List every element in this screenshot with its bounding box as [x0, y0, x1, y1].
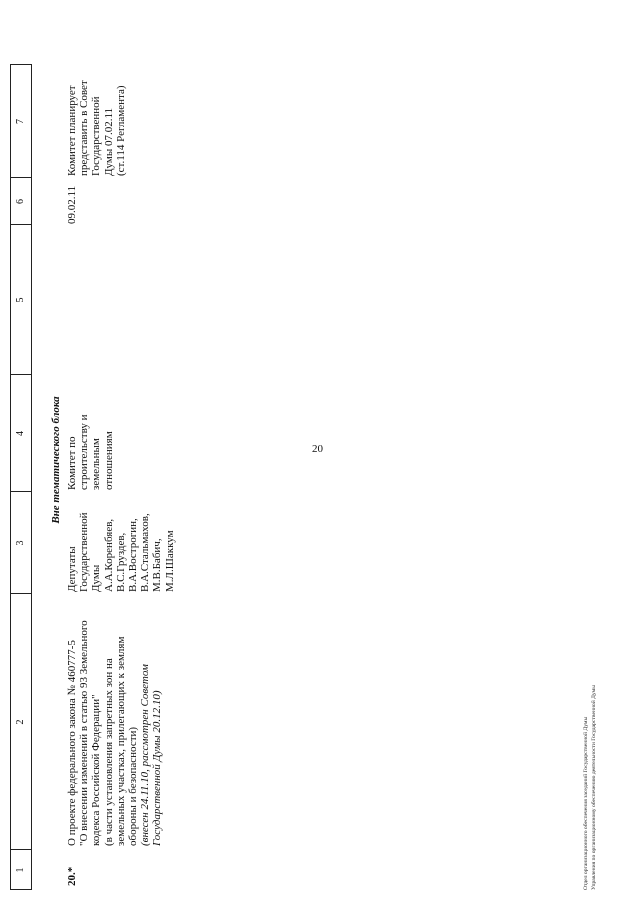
note-line: Думы 07.02.11: [102, 107, 115, 176]
initiator-line: Государственной: [78, 512, 91, 592]
section-title: Вне тематического блока: [50, 396, 62, 524]
initiator-line: В.А.Вострогин,: [127, 518, 140, 592]
responsible-committee: [66, 375, 115, 490]
note-line: Государственной: [90, 96, 103, 176]
col-number-5: 5: [15, 297, 26, 303]
committee-line: строительству и: [78, 414, 91, 490]
initiator-line: В.А.Стальмахов,: [139, 513, 152, 592]
col-number-1: 1: [15, 867, 26, 873]
initiator-line: Депутаты: [66, 546, 78, 592]
bill-title-line: (в части установления запретных зон на: [102, 658, 115, 846]
header-top-line: [10, 65, 11, 890]
bill-title-line: О проекте федерального закона № 460777-5: [66, 640, 78, 846]
rotated-page: [10, 30, 610, 890]
initiator-line: М.Л.Шаккум: [163, 530, 176, 592]
bill-title: [66, 594, 164, 846]
initiator-line: В.С.Груздев,: [114, 532, 127, 592]
col-number-4: 4: [15, 431, 26, 436]
committee-line: земельным: [90, 438, 103, 490]
bill-title-line: Государственной Думы 20.12.10): [151, 690, 164, 846]
note-line: Комитет планирует: [66, 85, 78, 176]
row-number: 20.*: [66, 866, 78, 886]
col-number-7: 7: [15, 119, 26, 124]
note-cell: [66, 56, 127, 176]
committee-line: Комитет по: [66, 436, 78, 490]
col-number-6: 6: [15, 199, 26, 204]
date-cell: 09.02.11: [66, 185, 78, 224]
initiator-line: Думы: [90, 564, 103, 592]
initiator-line: А.А.Коренбяев,: [102, 518, 115, 592]
note-line: (ст.114 Регламента): [114, 85, 127, 176]
initiators: [66, 492, 176, 592]
footer-line-1: Отдел организационного обеспечения заседаний Государственной Думы: [583, 716, 589, 890]
header-bottom-line: [31, 65, 32, 890]
bill-title-line: (внесен 24.11.10, рассмотрен Советом: [139, 664, 152, 846]
initiator-line: М.В.Бабич,: [151, 538, 164, 592]
bill-title-line: земельных участках, прилегающих к землям: [114, 636, 127, 846]
bill-title-line: кодекса Российской Федерации": [90, 694, 103, 846]
note-line: представить в Совет: [78, 80, 91, 176]
page-number: 20: [312, 443, 323, 455]
bill-title-line: "О внесении изменений в статью 93 Земельного: [78, 620, 91, 846]
col-number-2: 2: [15, 719, 26, 725]
bill-title-line: обороны и безопасности): [127, 726, 140, 846]
footer-line-2: Управления по организационному обеспечению деятельности Государственной Думы: [591, 685, 597, 890]
committee-line: отношениям: [102, 431, 115, 490]
col-number-3: 3: [15, 540, 26, 546]
